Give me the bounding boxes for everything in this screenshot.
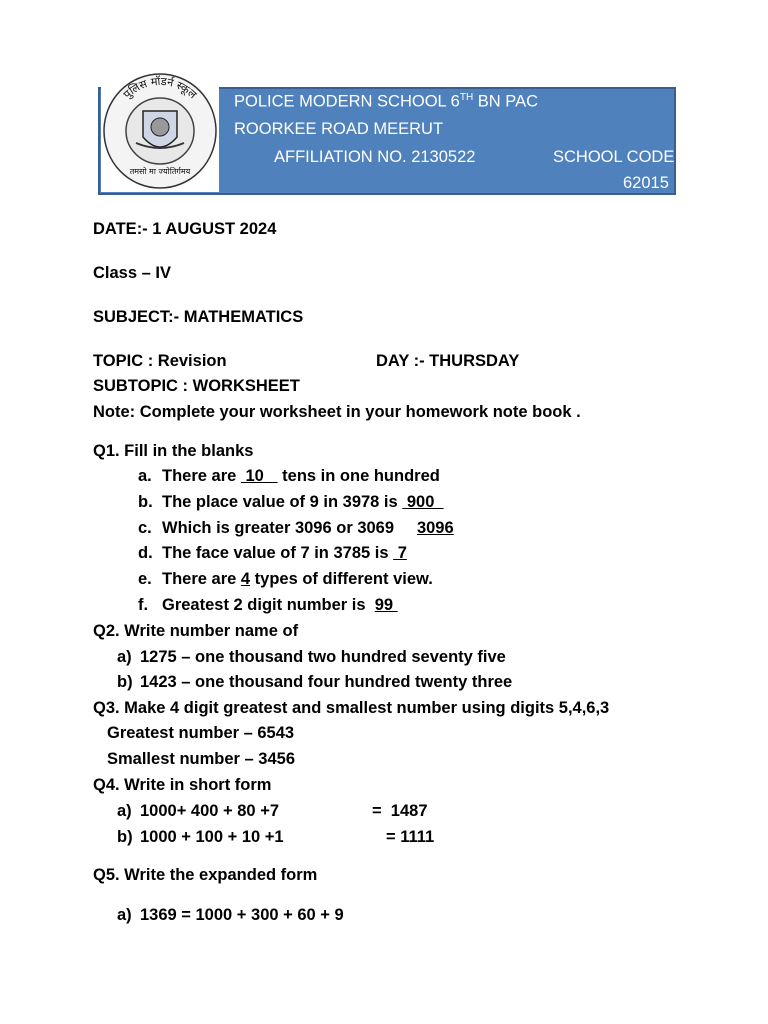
q1-item-answer: 7 <box>393 544 407 562</box>
q4-item-result: = 1487 <box>372 802 428 820</box>
q1-item-marker: f. <box>138 596 149 614</box>
school-logo <box>101 71 219 192</box>
note-line: Note: Complete your worksheet in your homework note book . <box>93 403 581 421</box>
school-code-label: SCHOOL CODE <box>553 148 675 166</box>
logo-lettering: पुलिस मॉडर्न स्कूल <box>120 74 200 102</box>
q1-item-text: Greatest 2 digit number is <box>162 596 375 614</box>
q4-item-marker: b) <box>117 828 133 846</box>
q1-item-text: The face value of 7 in 3785 is <box>162 544 394 562</box>
q2-item <box>117 673 512 692</box>
q1-item <box>138 467 440 486</box>
q1-title: Q1. Fill in the blanks <box>93 442 254 460</box>
q1-item-text: Which is greater 3096 or 3069 <box>162 519 417 537</box>
q1-item-answer: 3096 <box>416 519 454 537</box>
q1-item-text: There are <box>162 467 241 485</box>
q2-item-marker: b) <box>117 673 133 691</box>
q2-item <box>117 648 506 667</box>
q4-item <box>117 828 284 847</box>
school-name: POLICE MODERN SCHOOL 6TH BN PAC <box>234 92 538 111</box>
q2-item-text: 1423 – one thousand four hundred twenty three <box>140 673 513 691</box>
subtopic-line: SUBTOPIC : WORKSHEET <box>93 377 300 395</box>
school-address: ROORKEE ROAD MEERUT <box>234 120 444 138</box>
q5-title: Q5. Write the expanded form <box>93 866 318 884</box>
q1-item <box>138 544 407 563</box>
q5-item-marker: a) <box>117 906 132 924</box>
topic-line: TOPIC : Revision <box>93 352 227 370</box>
q5-item <box>117 906 344 925</box>
class-line: Class – IV <box>93 264 171 282</box>
school-emblem-icon <box>101 71 219 192</box>
q1-item-answer: 10 <box>240 467 278 485</box>
q1-item-text-after: tens in one hundred <box>277 467 440 485</box>
q1-item <box>138 493 444 512</box>
q3-title: Q3. Make 4 digit greatest and smallest number using digits 5,4,6,3 <box>93 699 610 717</box>
q2-item-text: 1275 – one thousand two hundred seventy five <box>140 648 506 666</box>
q2-title: Q2. Write number name of <box>93 622 299 640</box>
q1-item-marker: d. <box>138 544 153 562</box>
q1-item <box>138 596 398 615</box>
q4-item-expression: 1000 + 100 + 10 +1 <box>140 828 284 846</box>
q1-item-answer: 4 <box>240 570 251 588</box>
affiliation-number: AFFILIATION NO. 2130522 <box>274 148 476 166</box>
q4-item-result: = 1111 <box>386 828 435 846</box>
q1-item-marker: e. <box>138 570 152 588</box>
q4-item <box>117 802 279 821</box>
q5-item-text: 1369 = 1000 + 300 + 60 + 9 <box>140 906 344 924</box>
q1-item-answer: 99 <box>374 596 398 614</box>
q4-title: Q4. Write in short form <box>93 776 272 794</box>
q1-item-marker: a. <box>138 467 152 485</box>
logo-motto: तमसो मा ज्योतिर्गमय <box>129 167 191 176</box>
q4-item-expression: 1000+ 400 + 80 +7 <box>140 802 280 820</box>
q1-item <box>138 570 433 589</box>
q1-item-text: There are <box>162 570 241 588</box>
q4-item-marker: a) <box>117 802 132 820</box>
q1-item-marker: b. <box>138 493 153 511</box>
q3-greatest: Greatest number – 6543 <box>107 724 295 742</box>
q3-smallest: Smallest number – 3456 <box>107 750 296 768</box>
q1-item-text: The place value of 9 in 3978 is <box>162 493 403 511</box>
q2-item-marker: a) <box>117 648 132 666</box>
school-code: 62015 <box>623 174 669 192</box>
day-line: DAY :- THURSDAY <box>376 352 520 370</box>
q1-item-text-after: types of different view. <box>250 570 433 588</box>
q1-item <box>138 519 454 538</box>
q1-item-marker: c. <box>138 519 152 537</box>
q1-item-answer: 900 <box>402 493 444 511</box>
subject-line: SUBJECT:- MATHEMATICS <box>93 308 304 326</box>
date-line: DATE:- 1 AUGUST 2024 <box>93 220 277 238</box>
